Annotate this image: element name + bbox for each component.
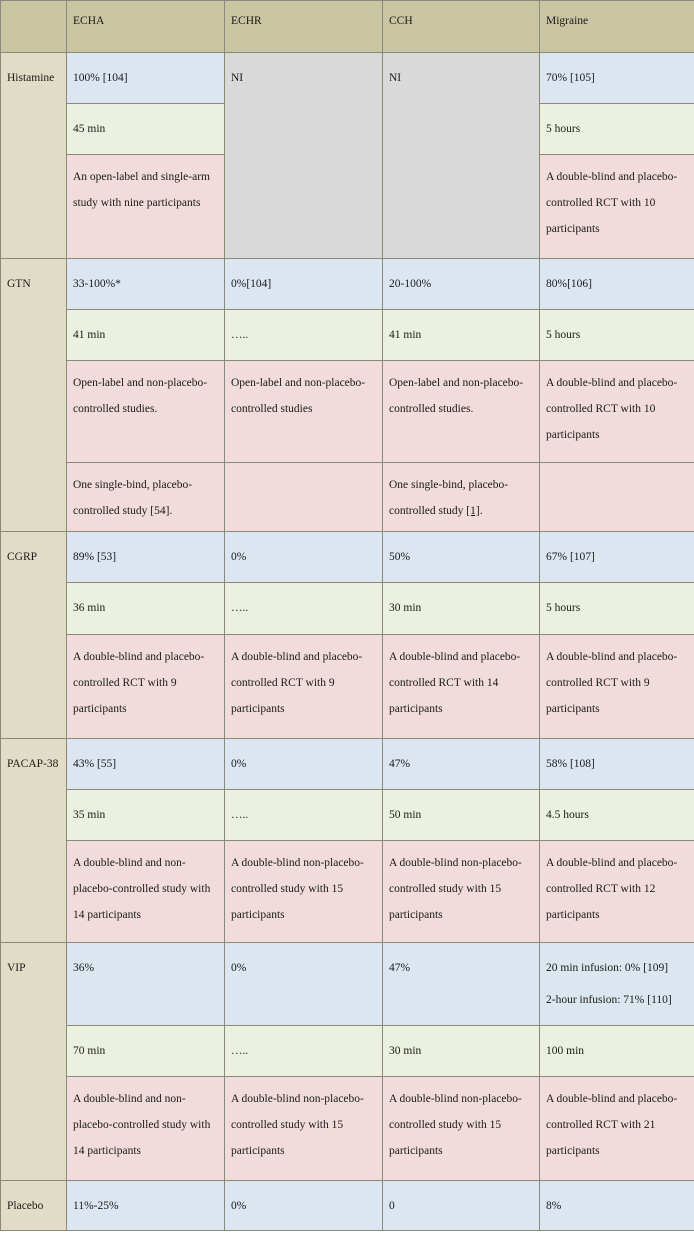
- vip-rate-migraine-20min: 20 min infusion: 0% [109]: [546, 962, 669, 974]
- pacap-time-echr: …..: [225, 790, 383, 841]
- pacap-rate-echr: 0%: [225, 739, 383, 790]
- pacap-rate-cch: 47%: [383, 739, 540, 790]
- header-migraine: Migraine: [540, 1, 694, 53]
- gtn-design2-echr: [225, 463, 383, 532]
- gtn-time-cch: 41 min: [383, 310, 540, 361]
- table-row: [1, 635, 694, 739]
- table-row: [1, 1077, 694, 1181]
- cgrp-rate-echr: 0%: [225, 532, 383, 583]
- cgrp-rate-cch: 50%: [383, 532, 540, 583]
- gtn-time-migraine: 5 hours: [540, 310, 694, 361]
- pacap-design-cch: A double-blind non-placebo-controlled study with 15 participants: [383, 841, 540, 943]
- gtn-design-echr: Open-label and non-placebo-controlled studies: [225, 361, 383, 463]
- vip-design-migraine: A double-blind and placebo-controlled RCT with 21 participants: [540, 1077, 694, 1181]
- placebo-rate-echr: 0%: [225, 1181, 383, 1231]
- agent-pacap: PACAP-38: [1, 739, 67, 943]
- pacap-time-echa: 35 min: [67, 790, 225, 841]
- vip-rate-echr: 0%: [225, 943, 383, 1026]
- vip-rate-cch: 47%: [383, 943, 540, 1026]
- histamine-design-echa: An open-label and single-arm study with nine participants: [67, 155, 225, 259]
- placebo-rate-cch: 0: [383, 1181, 540, 1231]
- gtn-rate-echr: 0%[104]: [225, 259, 383, 310]
- histamine-time-echa: 45 min: [67, 104, 225, 155]
- histamine-cch-ni: NI: [383, 53, 540, 259]
- gtn-design2-echa: One single-bind, placebo-controlled study [54].: [67, 463, 225, 532]
- gtn-design2-cch-text: One single-bind, placebo-controlled study: [389, 479, 509, 517]
- pacap-design-migraine: A double-blind and placebo-controlled RCT with 12 participants: [540, 841, 694, 943]
- vip-rate-migraine-2hour: 2-hour infusion: 71% [110]: [546, 994, 672, 1006]
- header-blank: [1, 1, 67, 53]
- header-echa: ECHA: [67, 1, 225, 53]
- gtn-design-migraine: A double-blind and placebo-controlled RCT with 10 participants: [540, 361, 694, 463]
- gtn-design-echa: Open-label and non-placebo-controlled studies.: [67, 361, 225, 463]
- pacap-rate-echa: 43% [55]: [67, 739, 225, 790]
- agent-histamine: Histamine: [1, 53, 67, 259]
- cgrp-time-echr: …..: [225, 583, 383, 635]
- header-echr: ECHR: [225, 1, 383, 53]
- vip-design-echr: A double-blind non-placebo-controlled study with 15 participants: [225, 1077, 383, 1181]
- cgrp-rate-migraine: 67% [107]: [540, 532, 694, 583]
- histamine-echr-ni: NI: [225, 53, 383, 259]
- agent-gtn: GTN: [1, 259, 67, 532]
- gtn-time-echr: …..: [225, 310, 383, 361]
- gtn-design2-cch: [383, 463, 540, 532]
- gtn-design2-cch-end: .: [479, 505, 483, 517]
- cgrp-design-echa: A double-blind and placebo-controlled RCT with 9 participants: [67, 635, 225, 739]
- cgrp-design-echr: A double-blind and placebo-controlled RCT with 9 participants: [225, 635, 383, 739]
- table-row: [1, 1026, 694, 1077]
- cgrp-time-cch: 30 min: [383, 583, 540, 635]
- table-row: [1, 259, 694, 310]
- header-row: [1, 1, 694, 53]
- vip-design-cch: A double-blind non-placebo-controlled study with 15 participants: [383, 1077, 540, 1181]
- table-row: [1, 463, 694, 532]
- table-row: [1, 943, 694, 1026]
- vip-time-cch: 30 min: [383, 1026, 540, 1077]
- pacap-design-echa: A double-blind and non-placebo-controlled study with 14 participants: [67, 841, 225, 943]
- agent-placebo: Placebo: [1, 1181, 67, 1231]
- table-row: [1, 310, 694, 361]
- vip-time-echr: …..: [225, 1026, 383, 1077]
- gtn-rate-echa: 33-100%*: [67, 259, 225, 310]
- cgrp-design-migraine: A double-blind and placebo-controlled RCT with 9 participants: [540, 635, 694, 739]
- pacap-time-migraine: 4.5 hours: [540, 790, 694, 841]
- histamine-rate-migraine: 70% [105]: [540, 53, 694, 104]
- vip-design-echa: A double-blind and non-placebo-controlled study with 14 participants: [67, 1077, 225, 1181]
- vip-rate-echa: 36%: [67, 943, 225, 1026]
- pacap-design-echr: A double-blind non-placebo-controlled study with 15 participants: [225, 841, 383, 943]
- gtn-design2-migraine: [540, 463, 694, 532]
- histamine-time-migraine: 5 hours: [540, 104, 694, 155]
- table-row: [1, 583, 694, 635]
- agent-cgrp: CGRP: [1, 532, 67, 739]
- cgrp-time-echa: 36 min: [67, 583, 225, 635]
- histamine-rate-echa: 100% [104]: [67, 53, 225, 104]
- gtn-time-echa: 41 min: [67, 310, 225, 361]
- pacap-rate-migraine: 58% [108]: [540, 739, 694, 790]
- placebo-rate-echa: 11%-25%: [67, 1181, 225, 1231]
- cgrp-rate-echa: 89% [53]: [67, 532, 225, 583]
- table-row: [1, 53, 694, 104]
- vip-time-migraine: 100 min: [540, 1026, 694, 1077]
- gtn-rate-migraine: 80%[106]: [540, 259, 694, 310]
- table-row: [1, 841, 694, 943]
- citation-link[interactable]: [1]: [466, 505, 480, 517]
- table-row: [1, 361, 694, 463]
- gtn-rate-cch: 20-100%: [383, 259, 540, 310]
- cgrp-design-cch: A double-blind and placebo-controlled RCT with 14 participants: [383, 635, 540, 739]
- pacap-time-cch: 50 min: [383, 790, 540, 841]
- table-row: [1, 532, 694, 583]
- vip-time-echa: 70 min: [67, 1026, 225, 1077]
- cgrp-time-migraine: 5 hours: [540, 583, 694, 635]
- agent-vip: VIP: [1, 943, 67, 1181]
- table-row: [1, 739, 694, 790]
- table-row: [1, 1181, 694, 1231]
- placebo-rate-migraine: 8%: [540, 1181, 694, 1231]
- table-row: [1, 790, 694, 841]
- gtn-design-cch: Open-label and non-placebo-controlled studies.: [383, 361, 540, 463]
- vip-rate-migraine: [540, 943, 694, 1026]
- histamine-design-migraine: A double-blind and placebo-controlled RCT with 10 participants: [540, 155, 694, 259]
- header-cch: CCH: [383, 1, 540, 53]
